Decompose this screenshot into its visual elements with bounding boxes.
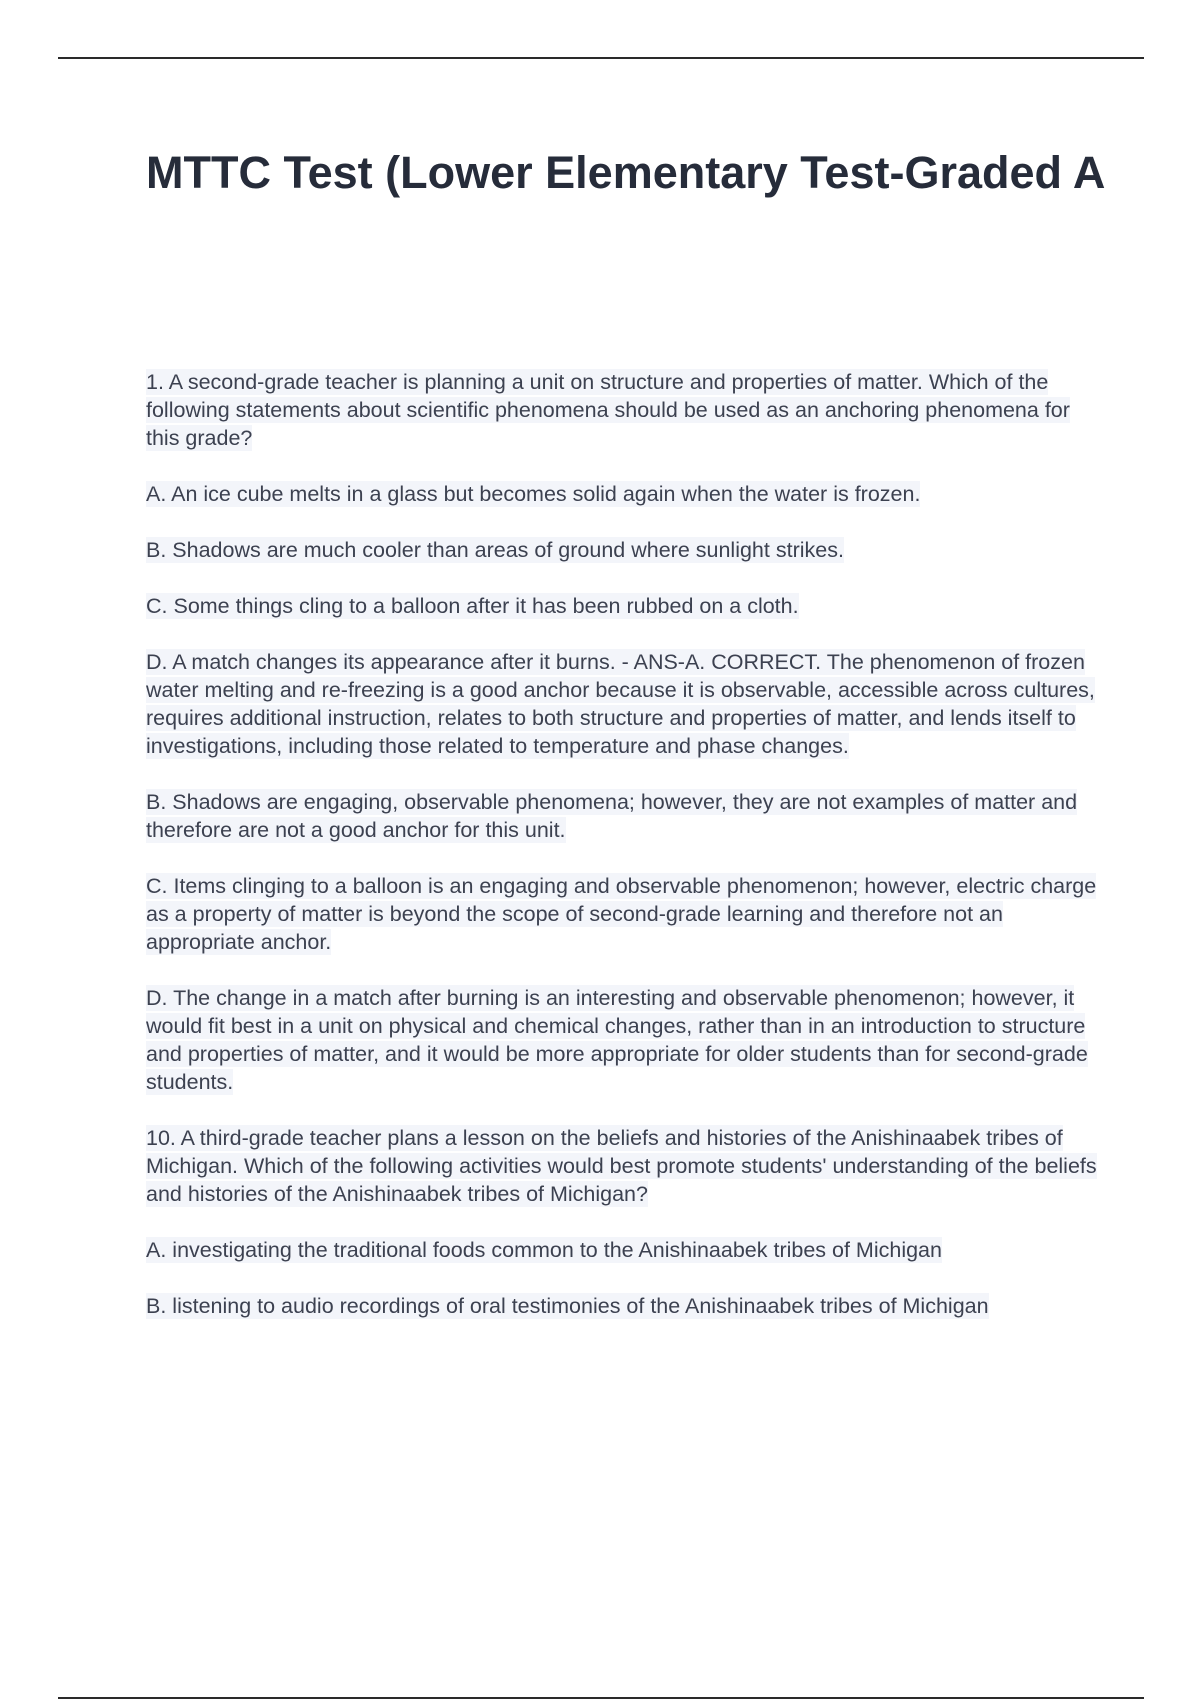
paragraph-text: D. The change in a match after burning is an interesting and observable phenomenon; however, it would fit best in a unit on physical and chemical changes, rather than in an introduction to structure and properties of matter, and it would be more appropriate for older students than for second-grade students. (146, 986, 1088, 1094)
question-1-stem (146, 368, 1106, 452)
paragraph-text: C. Items clinging to a balloon is an engaging and observable phenomenon; however, electric charge as a property of matter is beyond the scope of second-grade learning and therefore not an appropriate anchor. (146, 874, 1097, 954)
paragraph-text: B. Shadows are much cooler than areas of ground where sunlight strikes. (146, 538, 844, 562)
question-10-stem (146, 1124, 1106, 1208)
question-1-option-c (146, 592, 1106, 620)
question-1-explanation-b (146, 788, 1106, 844)
paragraph-text: A. investigating the traditional foods common to the Anishinaabek tribes of Michigan (146, 1238, 942, 1262)
paragraph-text: B. listening to audio recordings of oral testimonies of the Anishinaabek tribes of Michigan (146, 1294, 989, 1318)
question-1-option-a (146, 480, 1106, 508)
paragraph-text: 10. A third-grade teacher plans a lesson on the beliefs and histories of the Anishinaabek tribes of Michigan. Which of the following activities would best promote students' understanding of the beliefs and histories of the Anishinaabek tribes of Michigan? (146, 1126, 1097, 1206)
paragraph-text: 1. A second-grade teacher is planning a unit on structure and properties of matter. Which of the following statements about scientific phenomena should be used as an anchoring phenomena for this grade? (146, 370, 1070, 450)
page-title: MTTC Test (Lower Elementary Test-Graded A (146, 147, 1106, 198)
paragraph-text: C. Some things cling to a balloon after it has been rubbed on a cloth. (146, 594, 799, 618)
bottom-divider (58, 1697, 1144, 1699)
question-1-explanation-c (146, 872, 1106, 956)
top-divider (58, 57, 1144, 59)
question-10-option-b (146, 1292, 1106, 1320)
document-body (146, 368, 1106, 1348)
paragraph-text: A. An ice cube melts in a glass but becomes solid again when the water is frozen. (146, 482, 921, 506)
paragraph-text: B. Shadows are engaging, observable phenomena; however, they are not examples of matter and therefore are not a good anchor for this unit. (146, 790, 1078, 842)
paragraph-text: D. A match changes its appearance after it burns. - ANS-A. CORRECT. The phenomenon of frozen water melting and re-freezing is a good anchor because it is observable, accessible across cultures, requires additional instruction, relates to both structure and properties of matter, and lends itself to investigations, including those related to temperature and phase changes. (146, 650, 1095, 758)
question-10-option-a (146, 1236, 1106, 1264)
question-1-explanation-d (146, 984, 1106, 1096)
question-1-option-b (146, 536, 1106, 564)
question-1-option-d-answer (146, 648, 1106, 760)
